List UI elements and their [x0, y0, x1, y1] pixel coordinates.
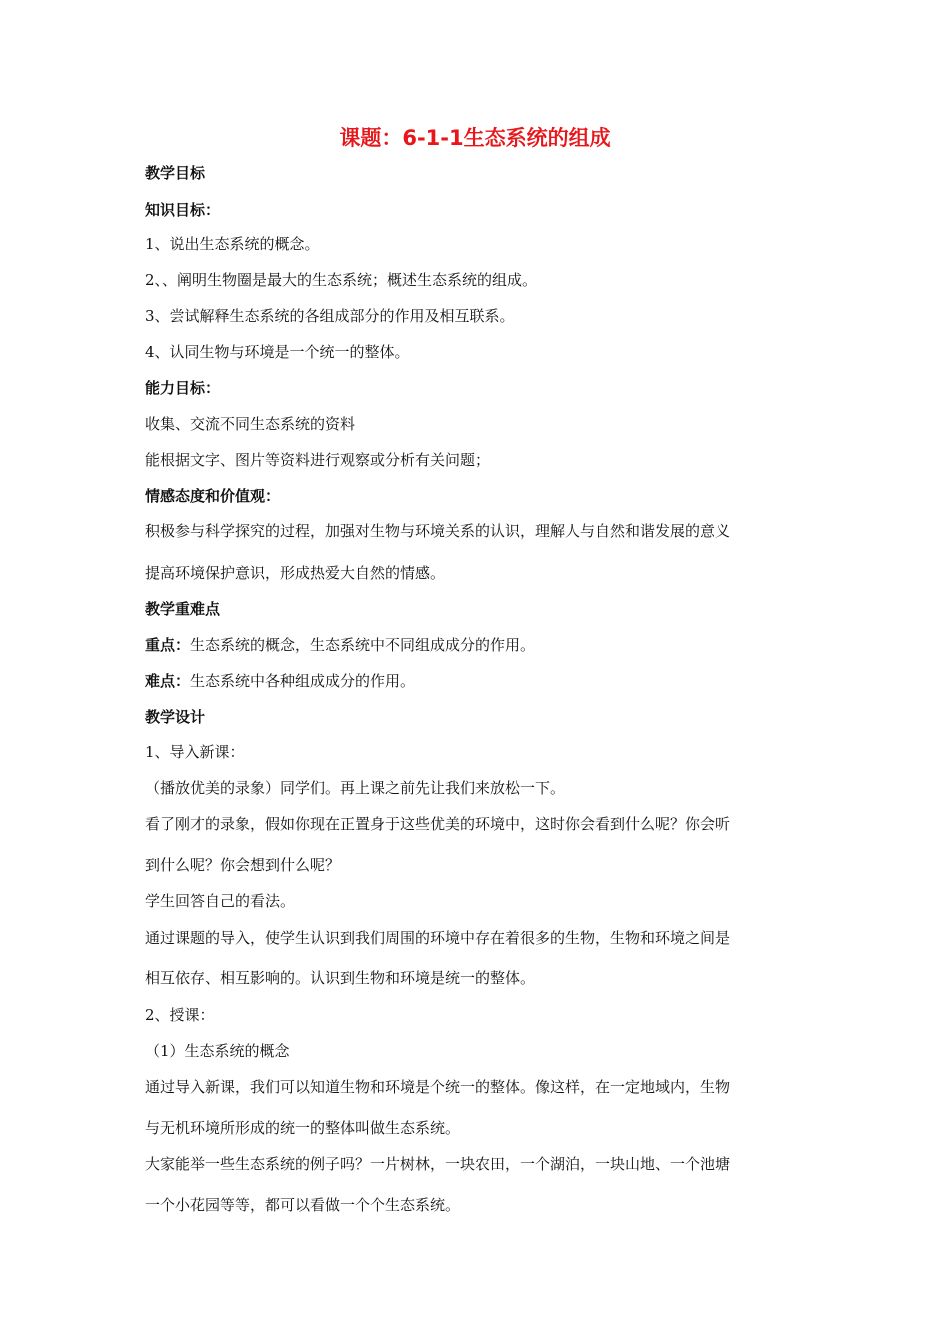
heading-knowledge-goals: 知识目标：: [145, 201, 221, 219]
concept-text-2: 与无机环境所形成的统一的整体叫做生态系统。: [145, 1119, 461, 1137]
design-text-1: （播放优美的录象）同学们。再上课之前先让我们来放松一下。: [145, 779, 566, 797]
design-text-3: 到什么呢？你会想到什么呢？: [145, 856, 341, 874]
heading-teaching-goals: 教学目标: [145, 164, 206, 182]
key-point-label: 重点：: [145, 636, 191, 654]
knowledge-goal-3: 3、尝试解释生态系统的各组成部分的作用及相互联系。: [145, 307, 515, 325]
attitude-text-1: 积极参与科学探究的过程，加强对生物与环境关系的认识，理解人与自然和谐发展的意义: [145, 522, 731, 540]
document-title: 课题：6-1-1生态系统的组成: [339, 126, 611, 150]
design-text-6: 相互依存、相互影响的。认识到生物和环境是统一的整体。: [145, 969, 536, 987]
design-text-4: 学生回答自己的看法。: [145, 892, 296, 910]
heading-key-difficult-points: 教学重难点: [145, 600, 221, 618]
concept-text-3: 大家能举一些生态系统的例子吗？一片树林，一块农田，一个湖泊，一块山地、一个池塘: [145, 1155, 731, 1173]
difficult-point-text: 生态系统中各种组成成分的作用。: [190, 672, 416, 690]
ability-goal-1: 收集、交流不同生态系统的资料: [145, 415, 356, 433]
design-text-2: 看了刚才的录象，假如你现在正置身于这些优美的环境中，这时你会看到什么呢？你会听: [145, 815, 731, 833]
subsection-concept: （1）生态系统的概念: [145, 1042, 290, 1060]
step-1-heading: 1、导入新课：: [145, 743, 245, 761]
concept-text-4: 一个小花园等等，都可以看做一个个生态系统。: [145, 1196, 461, 1214]
knowledge-goal-2: 2、、阐明生物圈是最大的生态系统；概述生态系统的组成。: [145, 271, 538, 289]
concept-text-1: 通过导入新课，我们可以知道生物和环境是个统一的整体。像这样，在一定地域内，生物: [145, 1078, 731, 1096]
heading-teaching-design: 教学设计: [145, 708, 206, 726]
heading-attitude-values: 情感态度和价值观：: [145, 487, 281, 505]
step-2-heading: 2、授课：: [145, 1006, 215, 1024]
difficult-point: [145, 671, 415, 691]
heading-ability-goals: 能力目标：: [145, 379, 221, 397]
design-text-5: 通过课题的导入，使学生认识到我们周围的环境中存在着很多的生物，生物和环境之间是: [145, 929, 731, 947]
ability-goal-2: 能根据文字、图片等资料进行观察或分析有关问题；: [145, 451, 491, 469]
difficult-point-label: 难点：: [145, 672, 191, 690]
attitude-text-2: 提高环境保护意识，形成热爱大自然的情感。: [145, 564, 446, 582]
key-point: [145, 635, 535, 655]
knowledge-goal-1: 1、说出生态系统的概念。: [145, 235, 320, 253]
knowledge-goal-4: 4、认同生物与环境是一个统一的整体。: [145, 343, 410, 361]
key-point-text: 生态系统的概念，生态系统中不同组成成分的作用。: [190, 636, 536, 654]
